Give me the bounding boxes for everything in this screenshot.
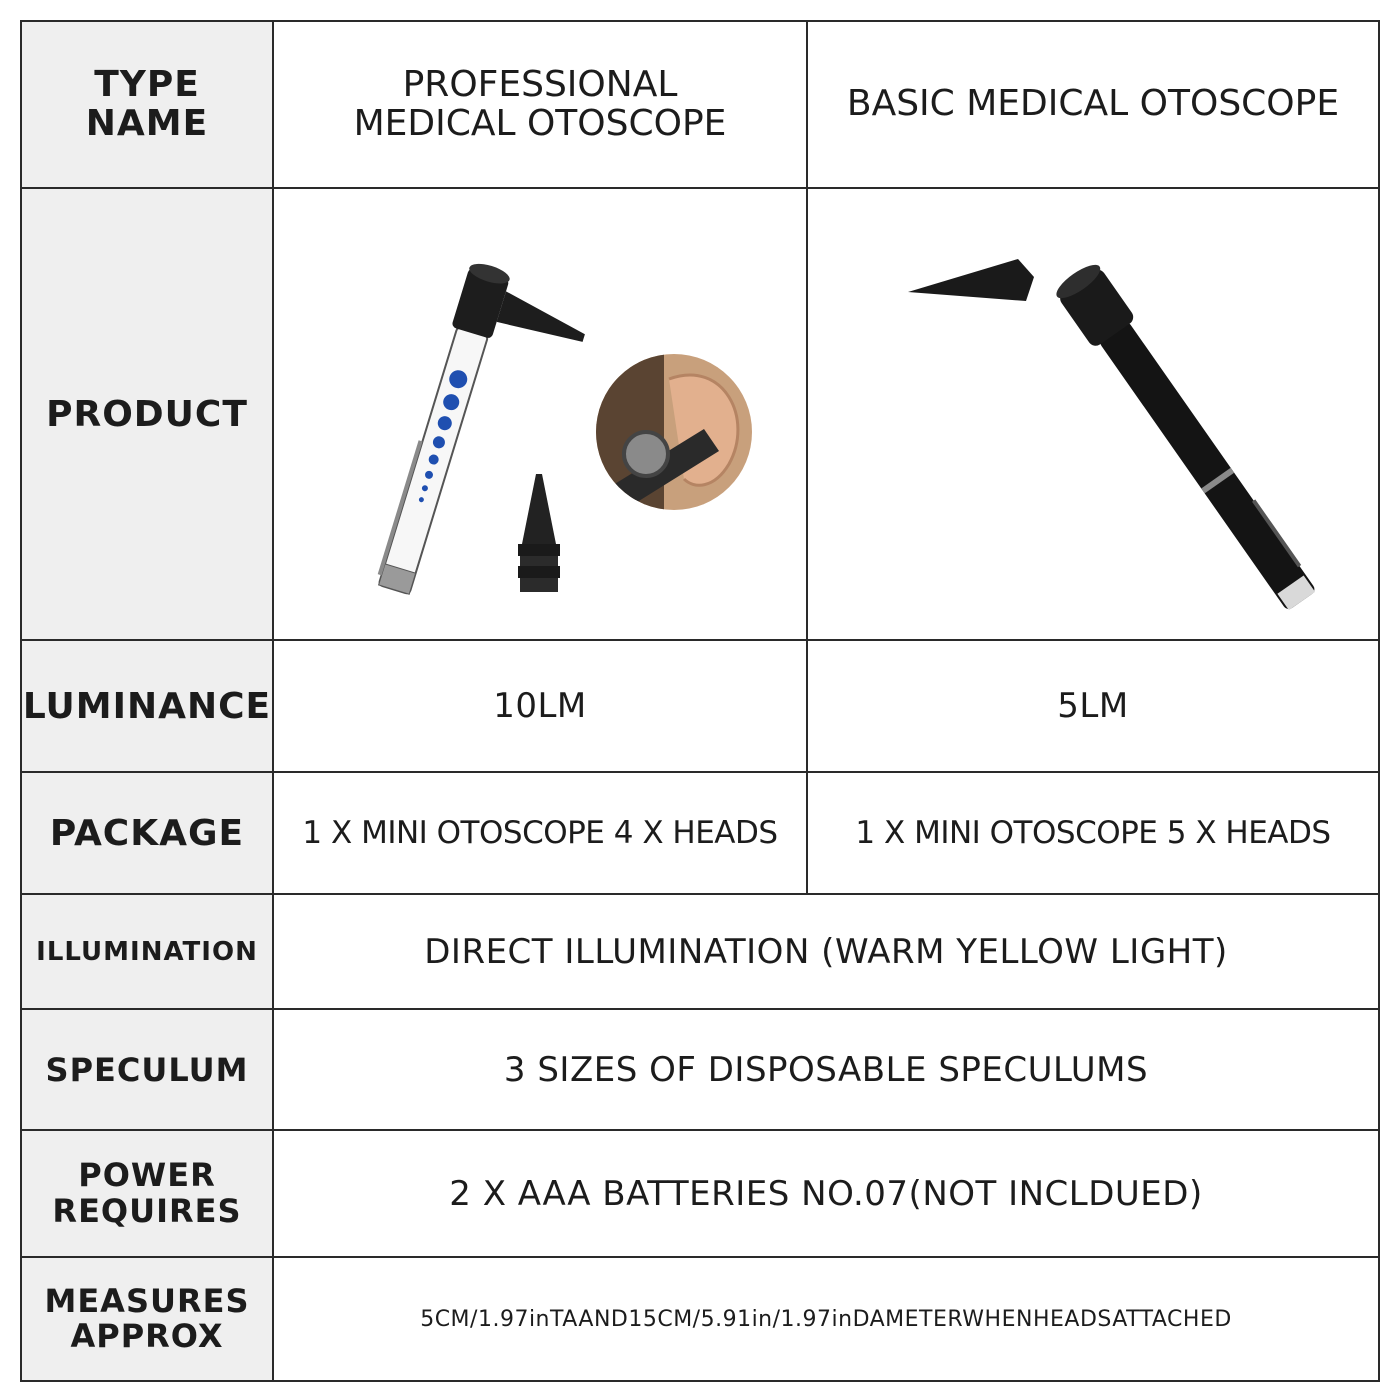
- luminance-label: LUMINANCE: [22, 641, 272, 771]
- illumination-value: DIRECT ILLUMINATION (WARM YELLOW LIGHT): [424, 931, 1228, 972]
- measures-label: MEASURES APPROX: [22, 1258, 272, 1380]
- professional-luminance: 10LM: [493, 686, 587, 726]
- professional-type-name: PROFESSIONAL MEDICAL OTOSCOPE: [353, 63, 727, 144]
- professional-package: 1 X MINI OTOSCOPE 4 X HEADS: [302, 815, 778, 851]
- white-otoscope-with-blue-dots-icon: [274, 189, 806, 639]
- power-value: 2 X AAA BATTERIES NO.07(NOT INCLDUED): [449, 1173, 1203, 1214]
- black-speculum-tip-icon: [518, 474, 560, 592]
- basic-product-image: [808, 189, 1378, 639]
- basic-type-name: BASIC MEDICAL OTOSCOPE: [846, 83, 1340, 125]
- basic-luminance: 5LM: [1057, 686, 1129, 726]
- black-pen-otoscope-icon: [808, 189, 1378, 639]
- package-label: PACKAGE: [22, 773, 272, 893]
- professional-product-image: [274, 189, 806, 639]
- comparison-table: [20, 20, 1380, 1382]
- type-name-label: TYPE NAME: [22, 22, 272, 187]
- speculum-value: 3 SIZES OF DISPOSABLE SPECULUMS: [503, 1049, 1149, 1090]
- speculum-label: SPECULUM: [22, 1010, 272, 1129]
- product-label: PRODUCT: [22, 189, 272, 639]
- basic-package: 1 X MINI OTOSCOPE 5 X HEADS: [855, 815, 1331, 851]
- illumination-label: ILLUMINATION: [22, 895, 272, 1008]
- power-label: POWER REQUIRES: [22, 1131, 272, 1256]
- ear-exam-photo-icon: [574, 354, 752, 529]
- measures-value: 5CM/1.97inTAAND15CM/5.91in/1.97inDAMETERWHENHEADSATTACHED: [420, 1306, 1232, 1332]
